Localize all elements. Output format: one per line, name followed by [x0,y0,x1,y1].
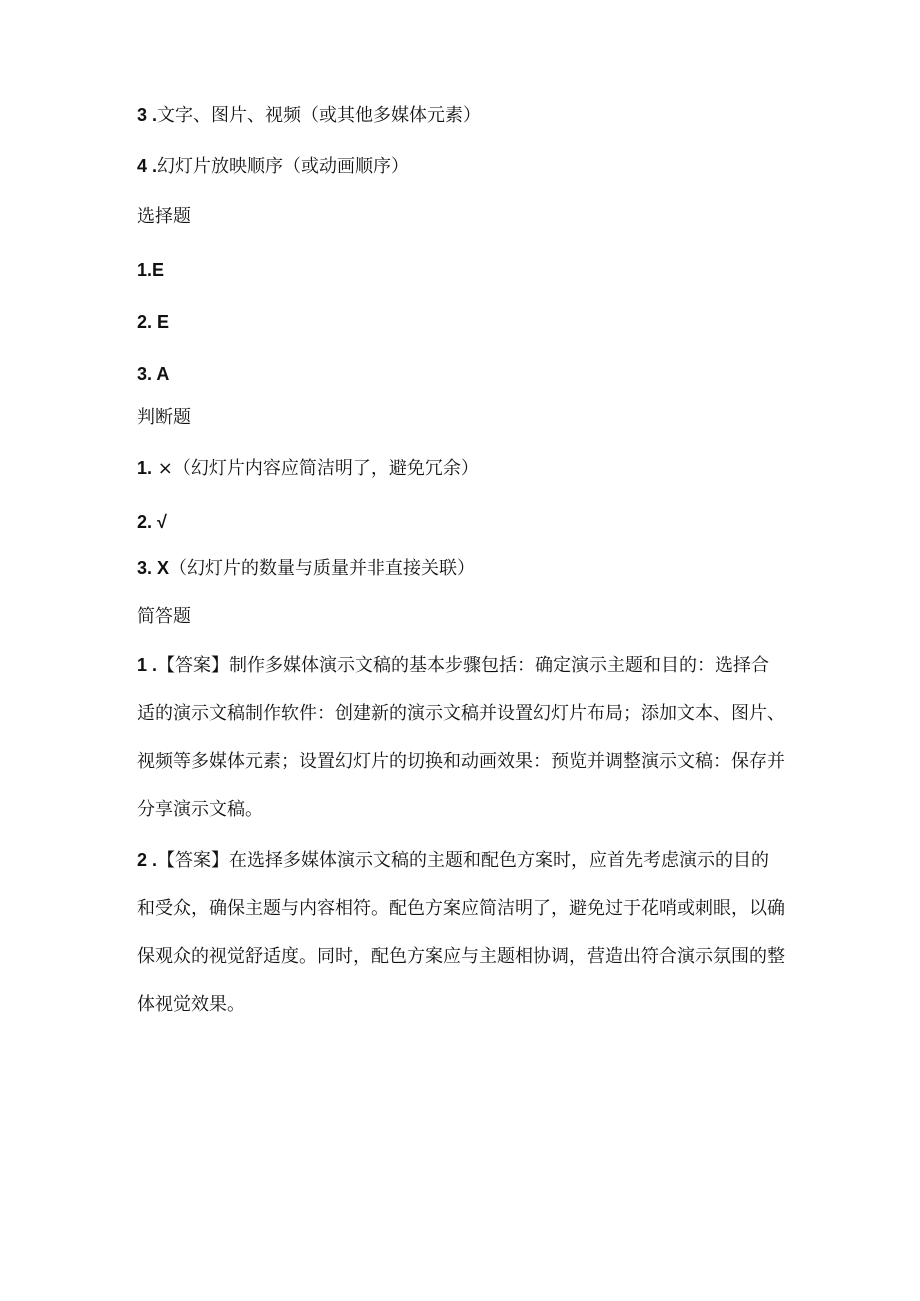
item-number: 4 [137,156,148,176]
fill-in-item-3 [137,103,481,128]
judge-item-2 [137,510,167,535]
item-mark: X [152,558,170,578]
item-number: 2 [137,850,148,870]
item-separator: . [147,850,158,870]
item-number: 2. [137,312,153,332]
item-text: （幻灯片的数量与质量并非直接关联） [169,558,476,579]
choice-item-1 [137,258,164,283]
item-text: 【答案】在选择多媒体演示文稿的主题和配色方案时，应首先考虑演示的目的和受众，确保主题与内容相符。配色方案应简洁明了，避免过于花哨或刺眼，以确保观众的视觉舒适度。同时，配色方案应与主题相协调，营造出符合演示氛围的整体视觉效果。 [137,850,785,1015]
item-text: √ [152,512,167,532]
judge-item-1 [137,456,479,481]
item-number: 2. [137,512,153,532]
judge-heading: 判断题 [137,407,191,428]
fill-in-item-4 [137,154,409,179]
short-answer-heading: 简答题 [137,606,191,627]
item-number: 3. [137,364,153,384]
item-text: 文字、图片、视频（或其他多媒体元素） [157,105,482,126]
item-separator: . [147,655,158,675]
judge-item-3 [137,556,475,581]
item-number: 1 [137,655,148,675]
item-answer: E [152,260,165,280]
item-text: ×（幻灯片内容应简洁明了，避免冗余） [152,458,479,479]
item-answer: A [152,364,170,384]
item-text: 【答案】制作多媒体演示文稿的基本步骤包括：确定演示主题和目的：选择合适的演示文稿制作软件：创建新的演示文稿并设置幻灯片布局；添加文本、图片、视频等多媒体元素；设置幻灯片的切换和动画效果：预览并调整演示文稿：保存并分享演示文稿。 [137,655,785,820]
short-answer-item-1 [137,641,787,834]
item-text: 幻灯片放映顺序（或动画顺序） [157,156,410,177]
choice-heading: 选择题 [137,206,191,227]
item-number: 1. [137,458,153,478]
choice-item-2 [137,310,169,335]
choice-item-3 [137,362,169,387]
item-answer: E [152,312,170,332]
item-number: 3 [137,105,148,125]
short-answer-item-2 [137,836,787,1029]
item-number: 3. [137,558,153,578]
item-separator: . [147,105,158,125]
item-separator: . [147,156,158,176]
item-number: 1. [137,260,153,280]
